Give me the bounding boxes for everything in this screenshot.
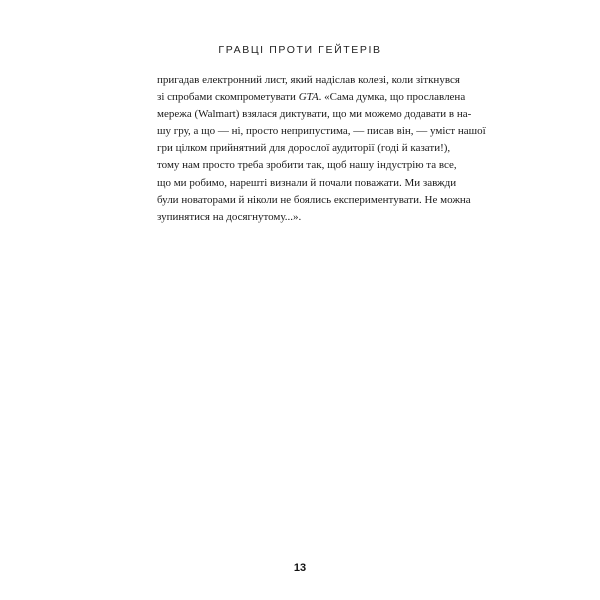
text-line: що ми робимо, нарешті визнали й почали поважати. Ми завжди (157, 176, 457, 189)
text-line: пригадав електронний лист, який надіслав колезі, коли зіткнувся (157, 74, 460, 86)
text-line (157, 89, 466, 106)
text-line: зупинятися на досягнутому...». (157, 210, 302, 223)
text-line: гри цілком прийнятний для дорослої аудиторії (годі й казати!), (157, 142, 451, 155)
text-fragment: зі спробами скомпрометувати (157, 91, 296, 104)
body-paragraph (157, 72, 486, 226)
page-number: 13 (293, 562, 307, 574)
text-line: тому нам просто треба зробити так, щоб нашу індустрію та все, (157, 159, 457, 172)
text-line: мережа (Walmart) взялася диктувати, що ми можемо додавати в на- (157, 108, 472, 121)
running-header: ГРАВЦІ ПРОТИ ГЕЙТЕРІВ (218, 44, 382, 56)
text-fragment: . «Сама думка, що прославлена (318, 91, 466, 104)
italic-title: GTA (298, 91, 319, 104)
text-line: шу гру, а що — ні, просто неприпустима, — писав він, — уміст нашої (157, 125, 486, 138)
text-line: були новаторами й ніколи не боялись експериментувати. Не можна (157, 193, 471, 206)
